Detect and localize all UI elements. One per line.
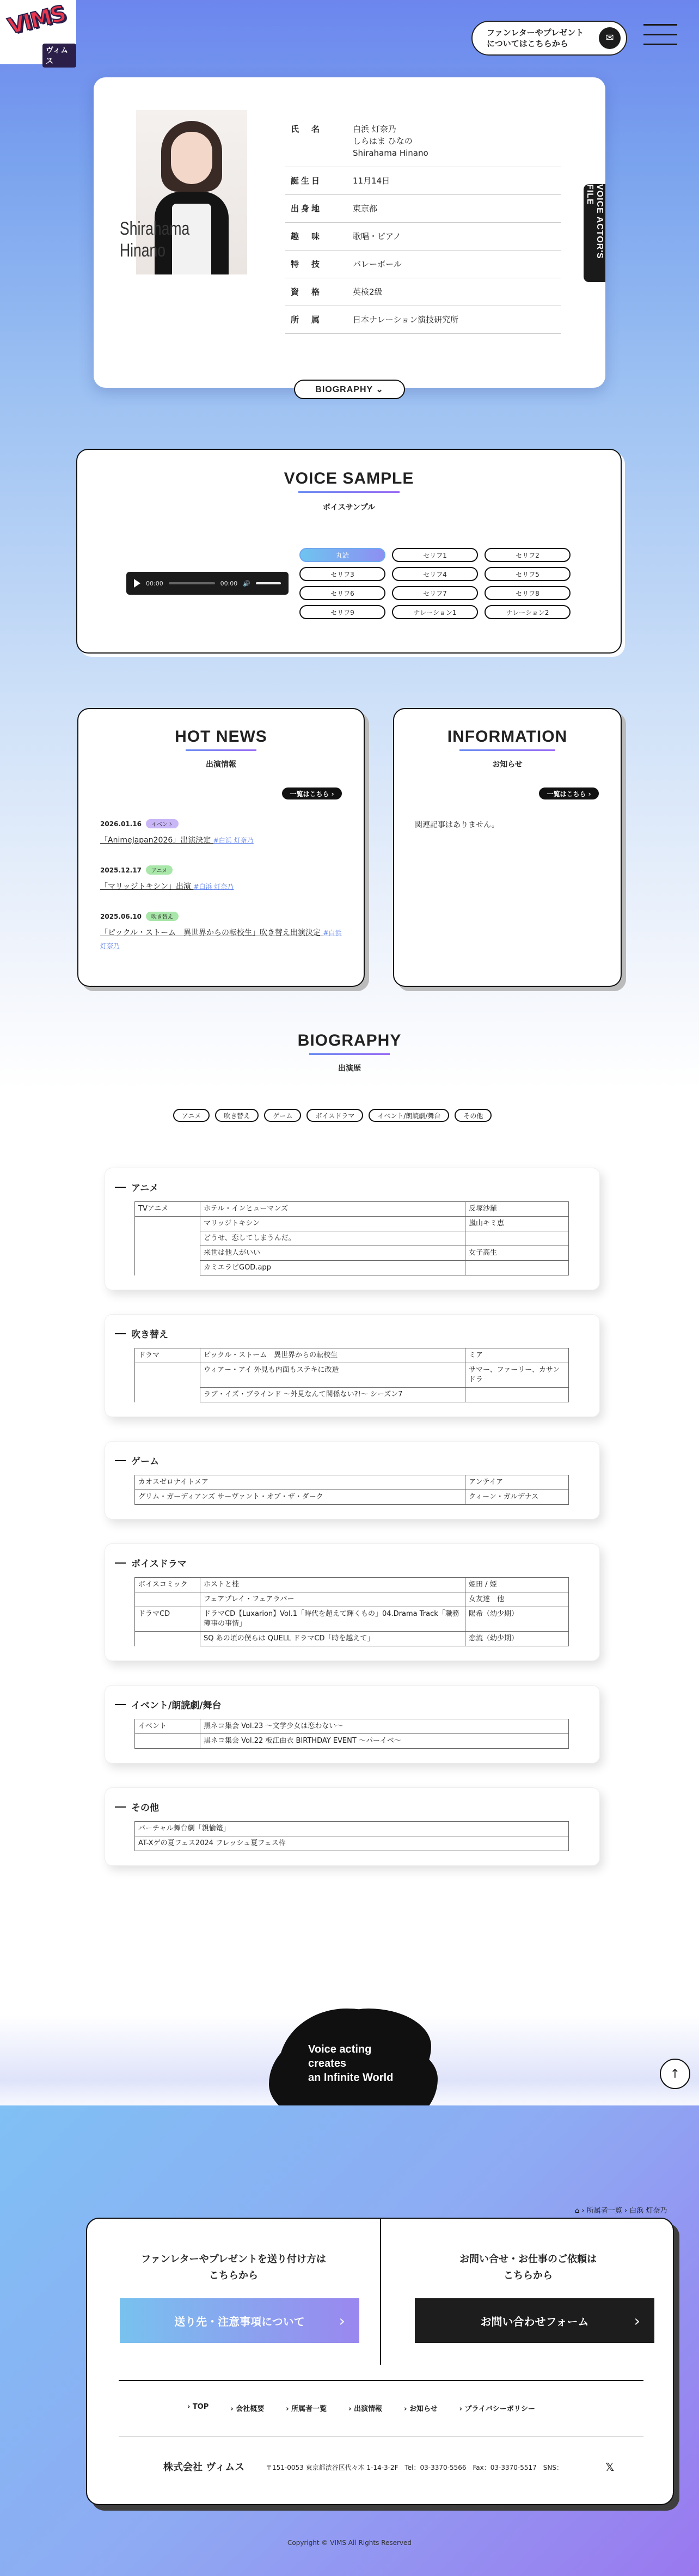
biography-cell: ホテル・インヒューマンズ <box>200 1202 465 1217</box>
volume-slider[interactable] <box>256 582 281 584</box>
biography-cell <box>135 1388 200 1402</box>
biography-cell: ドラマCD <box>135 1607 200 1632</box>
hot-news-subtitle: 出演情報 <box>206 760 236 769</box>
news-talent-link[interactable]: #白浜 灯奈乃 <box>193 883 234 890</box>
title-underline <box>459 749 555 751</box>
contact-form-label: お問い合わせフォーム <box>480 2315 589 2328</box>
breadcrumb <box>575 2205 667 2215</box>
x-icon[interactable]: 𝕏 <box>605 2461 615 2474</box>
information-header <box>393 728 622 770</box>
profile-value: 11月14日 <box>353 176 390 186</box>
biography-cell <box>465 1388 569 1402</box>
voice-sample-button[interactable]: セリフ1 <box>392 548 478 562</box>
biography-section-card <box>105 1543 600 1661</box>
mail-icon: ✉ <box>599 27 621 49</box>
biography-cell: AT-Xゲの夏フェス2024 フレッシュ夏フェス枠 <box>135 1836 569 1851</box>
biography-cell: バーチャル舞台劇「親愉篭」 <box>135 1822 569 1836</box>
arrow-up-icon: ↑ <box>670 2067 680 2081</box>
biography-table <box>134 1577 569 1646</box>
voice-sample-button[interactable]: 丸読 <box>299 548 385 562</box>
biography-sections <box>105 1168 600 1890</box>
profile-row-affiliation <box>285 306 561 334</box>
voice-sample-title: VOICE SAMPLE <box>284 469 414 487</box>
hot-news-header <box>77 728 365 770</box>
fan-letter-line1: ファンレターやプレゼント <box>487 28 584 38</box>
profile-row-name <box>285 115 561 167</box>
biography-row <box>135 1348 569 1363</box>
biography-title: BIOGRAPHY <box>297 1031 402 1049</box>
voice-sample-subtitle: ボイスサンプル <box>322 503 376 512</box>
voice-sample-button[interactable]: セリフ6 <box>299 586 385 600</box>
news-item <box>100 819 345 847</box>
biography-cell: ウィアー・アイ 外見も内面もステキに改造 <box>200 1363 465 1388</box>
fan-letter-address-button[interactable] <box>120 2298 359 2343</box>
profile-key: 誕生日 <box>291 176 322 186</box>
voice-sample-button[interactable]: セリフ8 <box>485 586 571 600</box>
biography-cell: 陽希（幼少期） <box>465 1607 569 1632</box>
profile-key: 特 技 <box>291 259 322 269</box>
voice-sample-button[interactable]: セリフ7 <box>392 586 478 600</box>
news-talent-link[interactable]: #白浜 灯奈乃 <box>213 837 254 844</box>
information-title: INFORMATION <box>447 728 568 746</box>
news-item <box>100 865 345 893</box>
time-total: 00:00 <box>220 579 238 587</box>
news-date: 2025.12.17 <box>100 866 142 874</box>
biography-button[interactable]: BIOGRAPHY ⌄ <box>294 380 405 399</box>
biography-cell: 黒ネコ集会 Vol.23 〜文学少女は恋わない〜 <box>200 1719 569 1734</box>
biography-row <box>135 1719 569 1734</box>
biography-section-card <box>105 1787 600 1866</box>
profile-key: 氏 名 <box>291 124 322 134</box>
voice-sample-button[interactable]: ナレーション1 <box>392 605 478 619</box>
profile-row-hobby <box>285 223 561 251</box>
news-title-link[interactable] <box>100 834 345 847</box>
biography-cell <box>135 1261 200 1275</box>
biography-cell: 来世は他人がいい <box>200 1246 465 1261</box>
biography-cell: ラブ・イズ・ブラインド 〜外見なんて関係ない?!〜 シーズン7 <box>200 1388 465 1402</box>
profile-value: 日本ナレーション演技研究所 <box>353 315 459 325</box>
biography-section-card <box>105 1314 600 1417</box>
profile-key: 趣 味 <box>291 231 322 241</box>
footer-nav-link[interactable]: › TOP <box>187 2403 209 2413</box>
information-subtitle: お知らせ <box>492 760 523 769</box>
biography-section-heading: アニメ <box>115 1180 569 1194</box>
biography-cell: ホストと桂 <box>200 1578 465 1592</box>
biography-row <box>135 1836 569 1851</box>
news-meta <box>100 819 345 828</box>
biography-cell <box>135 1246 200 1261</box>
home-icon[interactable]: ⌂ <box>575 2207 580 2215</box>
news-tag: 吹き替え <box>146 912 179 921</box>
logo-subtext: ヴィムス <box>42 44 76 68</box>
footer-nav-link[interactable]: › 会社概要 <box>230 2403 264 2413</box>
contact-heading <box>381 2251 675 2284</box>
chevron-right-icon: › <box>339 2311 345 2330</box>
biography-row <box>135 1363 569 1388</box>
contact-heading-line2: こちらから <box>504 2270 553 2281</box>
biography-cell: ミア <box>465 1348 569 1363</box>
news-title-text[interactable]: 「ピックル・ストーム 異世界からの転校生」吹き替え出演決定 <box>100 929 321 937</box>
profile-key: 所 属 <box>291 315 322 325</box>
news-meta <box>100 865 345 875</box>
voice-sample-header <box>76 469 622 512</box>
news-talent-link[interactable]: #白浜 灯奈乃 <box>100 929 342 950</box>
biography-cell: 反塚沙羅 <box>465 1202 569 1217</box>
profile-key: 資 格 <box>291 287 322 297</box>
biography-cell: ボイスコミック <box>135 1578 200 1592</box>
name-roman: Shirahama Hinano <box>353 148 428 158</box>
news-title-link[interactable] <box>100 880 345 893</box>
hot-news-list <box>100 819 345 971</box>
biography-filter-button[interactable]: 吹き替え <box>215 1109 259 1122</box>
title-underline <box>298 491 400 493</box>
biography-cell <box>135 1231 200 1246</box>
footer-nav <box>187 2403 535 2413</box>
fan-letter-heading-line2: こちらから <box>209 2270 258 2281</box>
biography-cell: グリム・ガーディアンズ サーヴァント・オブ・ザ・ダーク <box>135 1490 465 1505</box>
profile-value: 東京都 <box>353 204 378 213</box>
time-current: 00:00 <box>146 579 163 587</box>
biography-row <box>135 1734 569 1749</box>
biography-cell <box>135 1363 200 1388</box>
profile-row-qualification <box>285 278 561 306</box>
voice-sample-button[interactable]: セリフ9 <box>299 605 385 619</box>
biography-row <box>135 1231 569 1246</box>
biography-table <box>134 1719 569 1749</box>
biography-row <box>135 1592 569 1607</box>
information-more-button[interactable]: 一覧はこちら › <box>539 788 599 799</box>
fan-letter-address-label: 送り先・注意事項について <box>174 2315 305 2328</box>
news-tag: アニメ <box>146 865 173 875</box>
footer-nav-link[interactable]: › 出演情報 <box>348 2403 382 2413</box>
news-title-text[interactable]: 「AnimeJapan2026」出演決定 <box>100 836 211 845</box>
biography-section-heading: イベント/朗読劇/舞台 <box>115 1698 569 1711</box>
play-icon[interactable] <box>134 579 140 588</box>
fan-letter-button[interactable] <box>471 21 627 56</box>
slogan-text <box>308 2042 393 2085</box>
biography-section-card <box>105 1685 600 1763</box>
biography-cell: TVアニメ <box>135 1202 200 1217</box>
footer-right-col <box>381 2219 675 2365</box>
biography-cell <box>135 1632 200 1646</box>
biography-section-heading: ボイスドラマ <box>115 1556 569 1570</box>
biography-cell: どうせ、恋してしまうんだ。 <box>200 1231 465 1246</box>
biography-section-card <box>105 1168 600 1290</box>
biography-row <box>135 1475 569 1490</box>
title-underline <box>309 1053 390 1055</box>
biography-row <box>135 1822 569 1836</box>
biography-row <box>135 1388 569 1402</box>
biography-subtitle: 出演歴 <box>338 1064 361 1073</box>
back-to-top-button[interactable] <box>660 2059 690 2089</box>
biography-filter-button[interactable]: ゲーム <box>264 1109 301 1122</box>
audio-player[interactable] <box>126 572 289 595</box>
voice-sample-button[interactable]: セリフ5 <box>485 567 571 581</box>
biography-cell <box>135 1217 200 1231</box>
profile-key: 出身地 <box>291 204 322 213</box>
biography-filter-button[interactable]: ボイスドラマ <box>306 1109 363 1122</box>
biography-cell <box>135 1734 200 1749</box>
biography-row <box>135 1261 569 1275</box>
biography-cell: クィーン・ガルデナス <box>465 1490 569 1505</box>
biography-row <box>135 1490 569 1505</box>
slogan-line2: creates <box>308 2058 347 2070</box>
biography-row <box>135 1632 569 1646</box>
footer-nav-link[interactable]: › 所属者一覧 <box>286 2403 327 2413</box>
biography-row <box>135 1578 569 1592</box>
biography-cell: ピックル・ストーム 異世界からの転校生 <box>200 1348 465 1363</box>
biography-cell: ドラマ <box>135 1348 200 1363</box>
biography-row <box>135 1202 569 1217</box>
news-tag: イベント <box>146 819 179 828</box>
voice-actors-file-tab[interactable]: VOICE ACTOR'S FILE <box>584 184 605 282</box>
biography-cell: フェアプレイ・フェアラバー <box>200 1592 465 1607</box>
news-title-text[interactable]: 「マリッジトキシン」出演 <box>100 882 191 891</box>
voice-sample-buttons <box>299 548 571 619</box>
biography-cell: マリッジトキシン <box>200 1217 465 1231</box>
profile-value <box>353 123 561 159</box>
profile-row-birthday <box>285 167 561 195</box>
profile-row-birthplace <box>285 195 561 223</box>
profile-table <box>285 115 561 334</box>
photo-name-line1: Shirahama <box>120 218 190 239</box>
fan-letter-label <box>487 27 584 49</box>
biography-filter-button[interactable]: アニメ <box>173 1109 210 1122</box>
news-date: 2025.06.10 <box>100 912 142 920</box>
name-kanji: 白浜 灯奈乃 <box>353 124 396 134</box>
biography-table <box>134 1348 569 1402</box>
footer-nav-link[interactable]: › お知らせ <box>404 2403 438 2413</box>
biography-cell <box>135 1592 200 1607</box>
fan-letter-heading-line1: ファンレターやプレゼントを送り付け方は <box>141 2254 326 2265</box>
profile-row-skill <box>285 251 561 278</box>
biography-header <box>0 1031 699 1073</box>
biography-filter-button[interactable]: イベント/朗読劇/舞台 <box>369 1109 449 1122</box>
voice-sample-button[interactable]: セリフ4 <box>392 567 478 581</box>
news-meta <box>100 912 345 921</box>
chevron-right-icon: › <box>634 2311 640 2330</box>
company-address: 〒151-0053 東京都渋谷区代々木 1-14-3-2F Tel：03-3370-5566 Fax：03-3370-5517 SNS： <box>266 2464 563 2471</box>
biography-cell: カミエラビGOD.app <box>200 1261 465 1275</box>
biography-cell: カオスゼロナイトメア <box>135 1475 465 1490</box>
contact-heading-line1: お問い合せ・お仕事のご依頼は <box>459 2254 597 2265</box>
biography-cell: アンテイア <box>465 1475 569 1490</box>
biography-filter-button[interactable]: その他 <box>455 1109 492 1122</box>
news-date: 2026.01.16 <box>100 820 142 828</box>
biography-row <box>135 1246 569 1261</box>
biography-cell: 嵐山キミ恵 <box>465 1217 569 1231</box>
biography-cell: 黒ネコ集会 Vol.22 板江由衣 BIRTHDAY EVENT 〜パーイベ〜 <box>200 1734 569 1749</box>
seek-bar[interactable] <box>169 582 215 584</box>
photo-name-line2: Hinano <box>120 240 166 261</box>
biography-cell: SQ あの頃の僕らは QUELL ドラマCD「時を越えて」 <box>200 1632 465 1646</box>
biography-cell: イベント <box>135 1719 200 1734</box>
hot-news-title: HOT NEWS <box>175 728 267 746</box>
logo-text: VIMS <box>5 1 68 40</box>
breadcrumb-items[interactable]: › 所属者一覧 › 白浜 灯奈乃 <box>581 2207 667 2215</box>
biography-cell: 女子高生 <box>465 1246 569 1261</box>
site-logo[interactable] <box>0 0 76 64</box>
copyright: Copyright © VIMS All Rights Reserved <box>287 2539 412 2547</box>
biography-row <box>135 1217 569 1231</box>
voice-sample-button[interactable]: セリフ3 <box>299 567 385 581</box>
biography-cell: 姫田 / 姫 <box>465 1578 569 1592</box>
biography-table <box>134 1475 569 1505</box>
information-empty: 関連記事はありません。 <box>415 821 499 829</box>
biography-table <box>134 1201 569 1275</box>
photo-overlay-name <box>120 218 189 261</box>
company-name: 株式会社 ヴィムス <box>163 2462 245 2473</box>
biography-cell: サマー、ファーリー、カサンドラ <box>465 1363 569 1388</box>
title-underline <box>186 749 256 751</box>
biography-cell: ドラマCD【Luxarion】Vol.1「時代を超えて輝くもの」04.Drama Track「職務簿事の事情」 <box>200 1607 465 1632</box>
fan-letter-line2: についてはこちらから <box>487 39 568 48</box>
footer-left-col <box>87 2219 381 2365</box>
biography-table <box>134 1821 569 1851</box>
biography-section-heading: ゲーム <box>115 1454 569 1467</box>
slogan-line1: Voice acting <box>308 2043 372 2055</box>
hamburger-menu-button[interactable] <box>643 24 677 50</box>
biography-section-heading: その他 <box>115 1800 569 1814</box>
slogan-line3: an Infinite World <box>308 2072 394 2084</box>
voice-sample-button[interactable]: セリフ2 <box>485 548 571 562</box>
fan-letter-heading <box>87 2251 380 2284</box>
footer-divider <box>119 2380 643 2381</box>
hot-news-more-button[interactable]: 一覧はこちら › <box>282 788 342 799</box>
voice-sample-button[interactable]: ナレーション2 <box>485 605 571 619</box>
news-item <box>100 912 345 953</box>
news-title-link[interactable] <box>100 926 345 953</box>
contact-form-button[interactable] <box>415 2298 654 2343</box>
name-kana: しらはま ひなの <box>353 136 413 146</box>
biography-filters <box>173 1109 492 1122</box>
biography-cell <box>465 1261 569 1275</box>
biography-cell: 女友達 他 <box>465 1592 569 1607</box>
biography-section-card <box>105 1441 600 1519</box>
volume-icon[interactable]: 🔊 <box>243 579 250 587</box>
profile-value: 歌唱・ピアノ <box>353 231 401 241</box>
biography-cell: 恋流（幼少期） <box>465 1632 569 1646</box>
biography-row <box>135 1607 569 1632</box>
profile-value: バレーボール <box>353 259 402 269</box>
biography-section-heading: 吹き替え <box>115 1327 569 1340</box>
footer-nav-link[interactable]: › プライバシーポリシー <box>459 2403 535 2413</box>
profile-value: 英検2級 <box>353 287 383 297</box>
biography-cell <box>465 1231 569 1246</box>
